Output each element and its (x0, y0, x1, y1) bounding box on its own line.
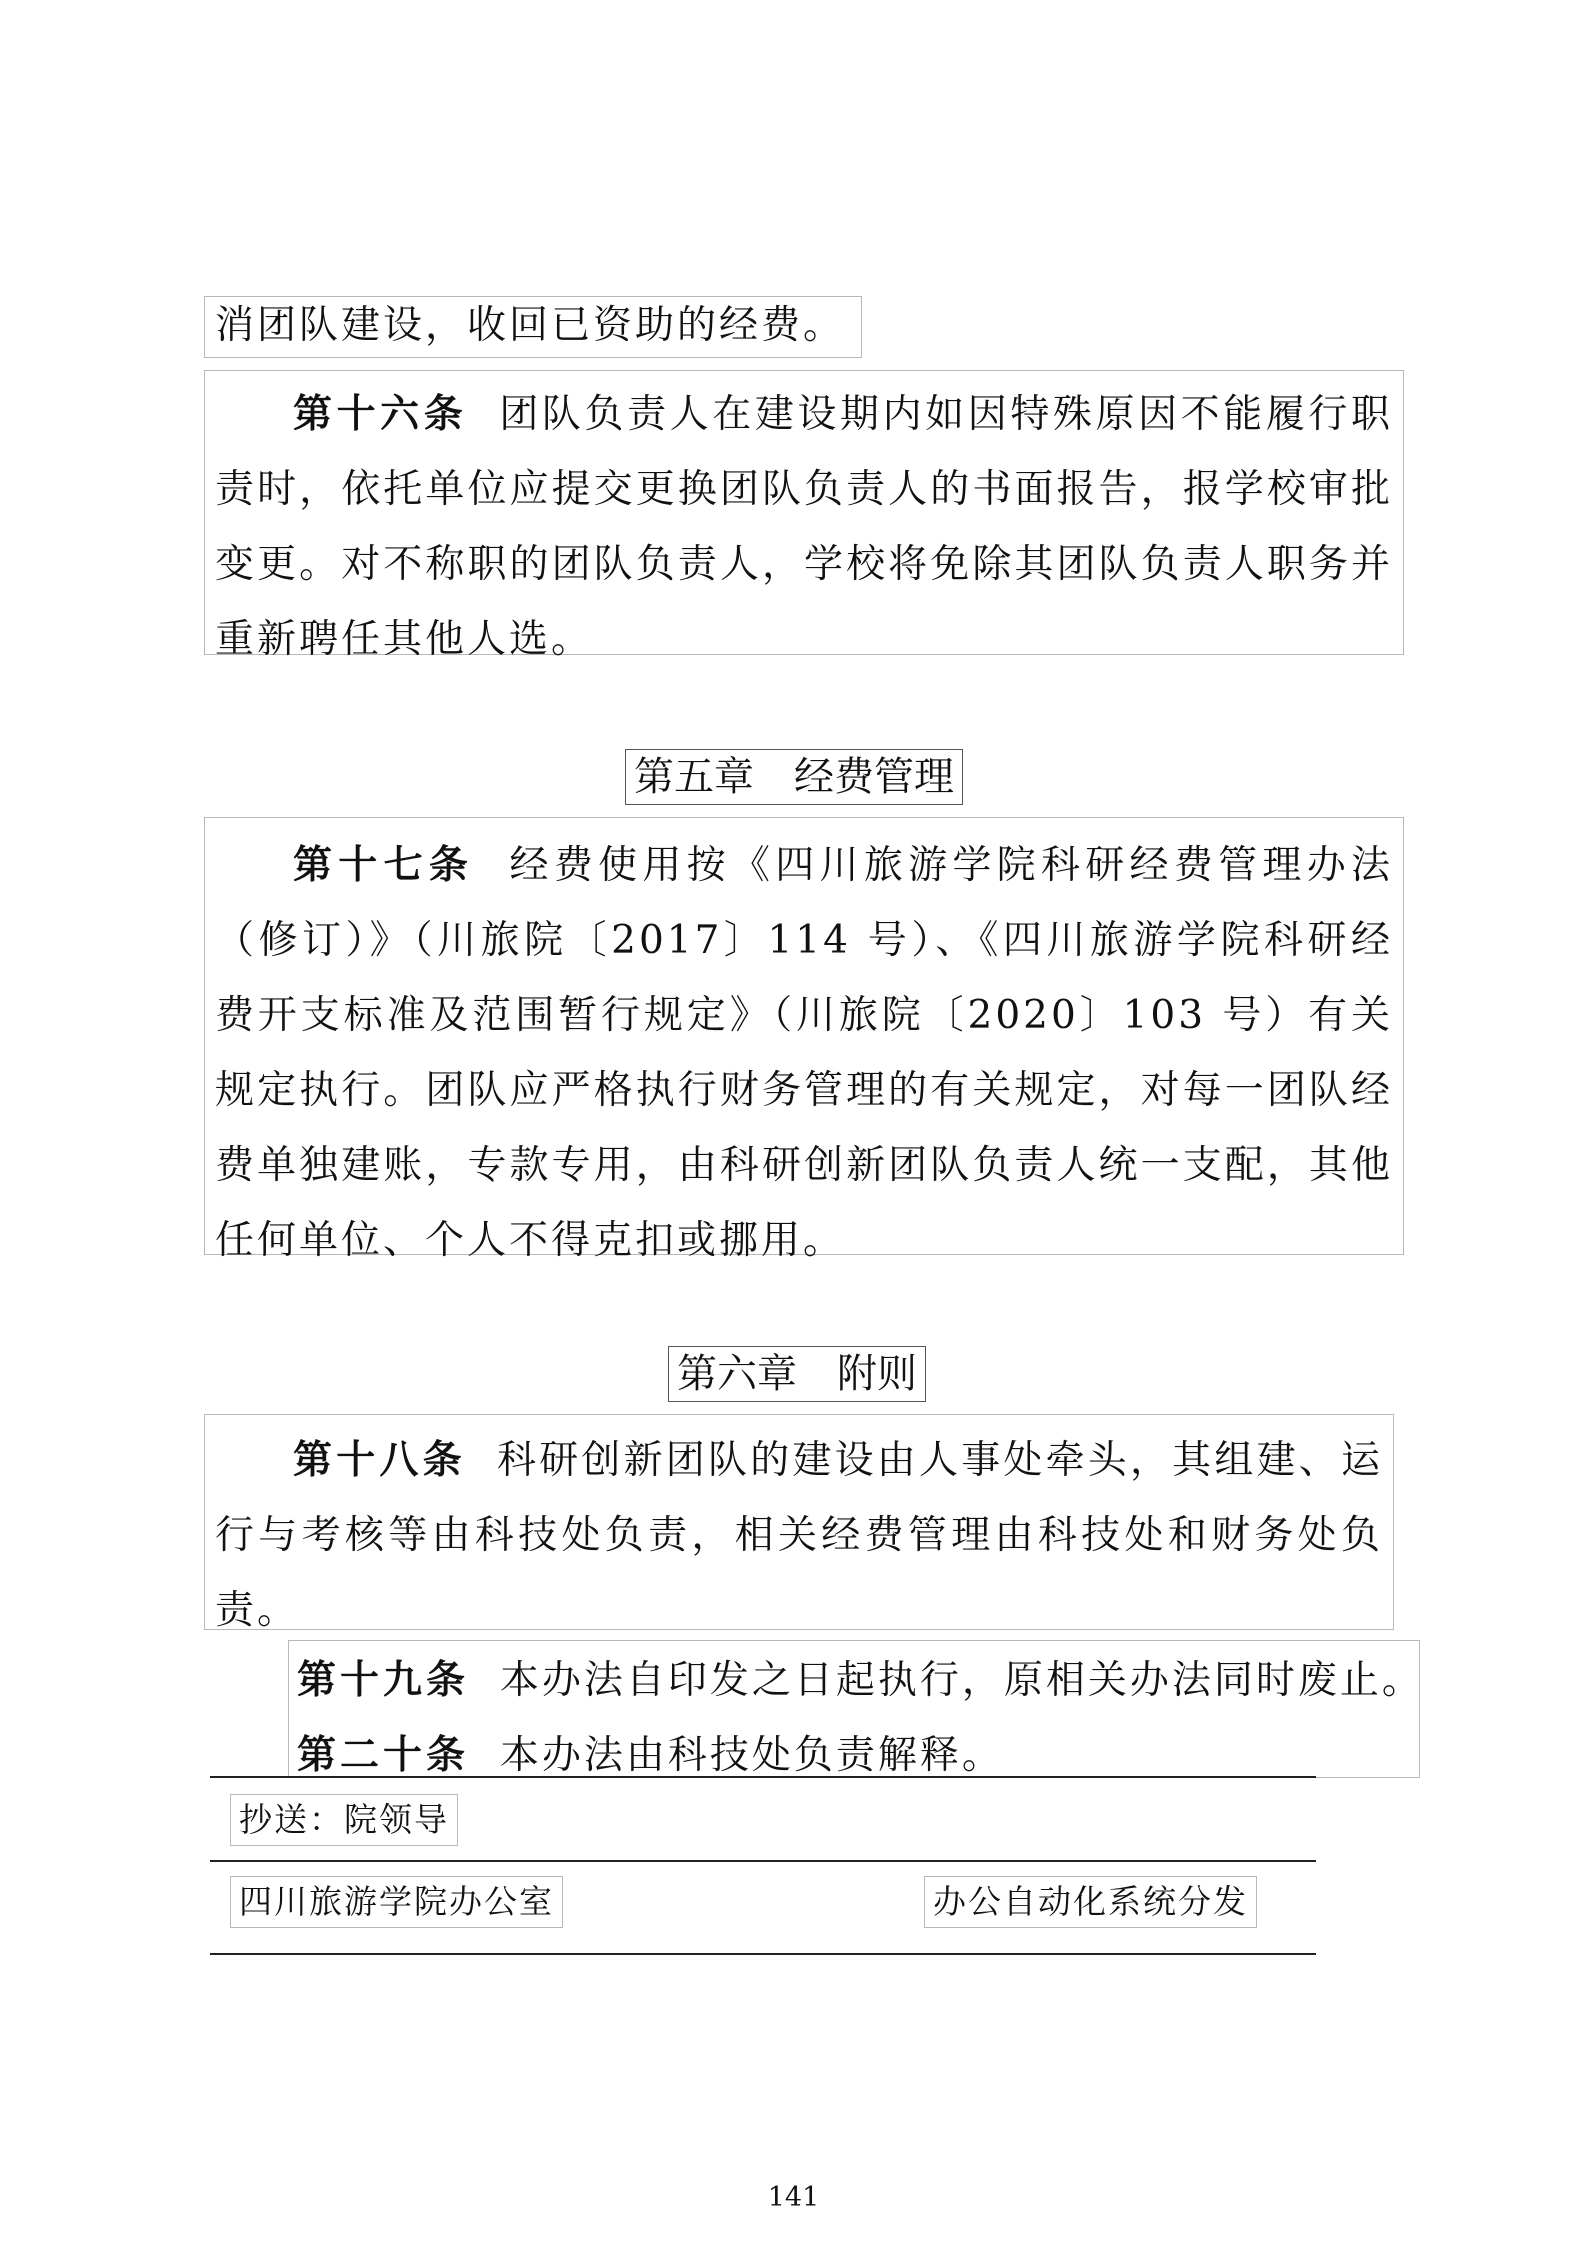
continuation-paragraph (204, 296, 862, 358)
article-20-label: 第二十条 (297, 1733, 470, 1778)
cc-line: 抄送：院领导 (230, 1794, 458, 1846)
article-19-text: 本办法自印发之日起执行，原相关办法同时废止。 (499, 1658, 1424, 1703)
article-16-text: 团队负责人在建设期内如因特殊原因不能履行职责时，依托单位应提交更换团队负责人的书面报告，报学校审批变更。对不称职的团队负责人，学校将免除其团队负责人职务并重新聘任其他人选。 (215, 392, 1393, 662)
chapter-6-heading: 第六章 附则 (668, 1346, 926, 1402)
article-17 (204, 817, 1404, 1263)
footer-rule-middle (210, 1860, 1316, 1862)
page-number: 141 (767, 2182, 820, 2213)
article-18 (204, 1414, 1394, 1633)
article-19-label: 第十九条 (297, 1658, 470, 1703)
chapter-5-heading: 第五章 经费管理 (625, 749, 963, 805)
article-18-label: 第十八条 (293, 1438, 466, 1483)
article-17-text: 经费使用按《四川旅游学院科研经费管理办法（修订）》（川旅院〔2017〕114 号）、《四川旅游学院科研经费开支标准及范围暂行规定》（川旅院〔2020〕103 号）有关规定执行。团队应严格执行财务管理的有关规定，对每一团队经费单独建账，专款专用，由科研创新团队负责人统一支配，其他任何单位、个人不得克扣或挪用。 (215, 843, 1393, 1263)
article-16-label: 第十六条 (293, 392, 468, 437)
footer-rule-bottom (210, 1953, 1316, 1955)
footer-rule-top (210, 1776, 1316, 1778)
article-18-text: 科研创新团队的建设由人事处牵头，其组建、运行与考核等由科技处负责，相关经费管理由科技处和财务处负责。 (215, 1438, 1383, 1633)
article-20-text: 本办法由科技处负责解释。 (499, 1733, 1004, 1778)
distribution: 办公自动化系统分发 (924, 1876, 1257, 1928)
article-16 (204, 370, 1404, 662)
continuation-text: 消团队建设，收回已资助的经费。 (215, 303, 846, 348)
articles-19-20 (288, 1640, 1424, 1778)
article-17-label: 第十七条 (293, 843, 475, 888)
issuer: 四川旅游学院办公室 (230, 1876, 563, 1928)
